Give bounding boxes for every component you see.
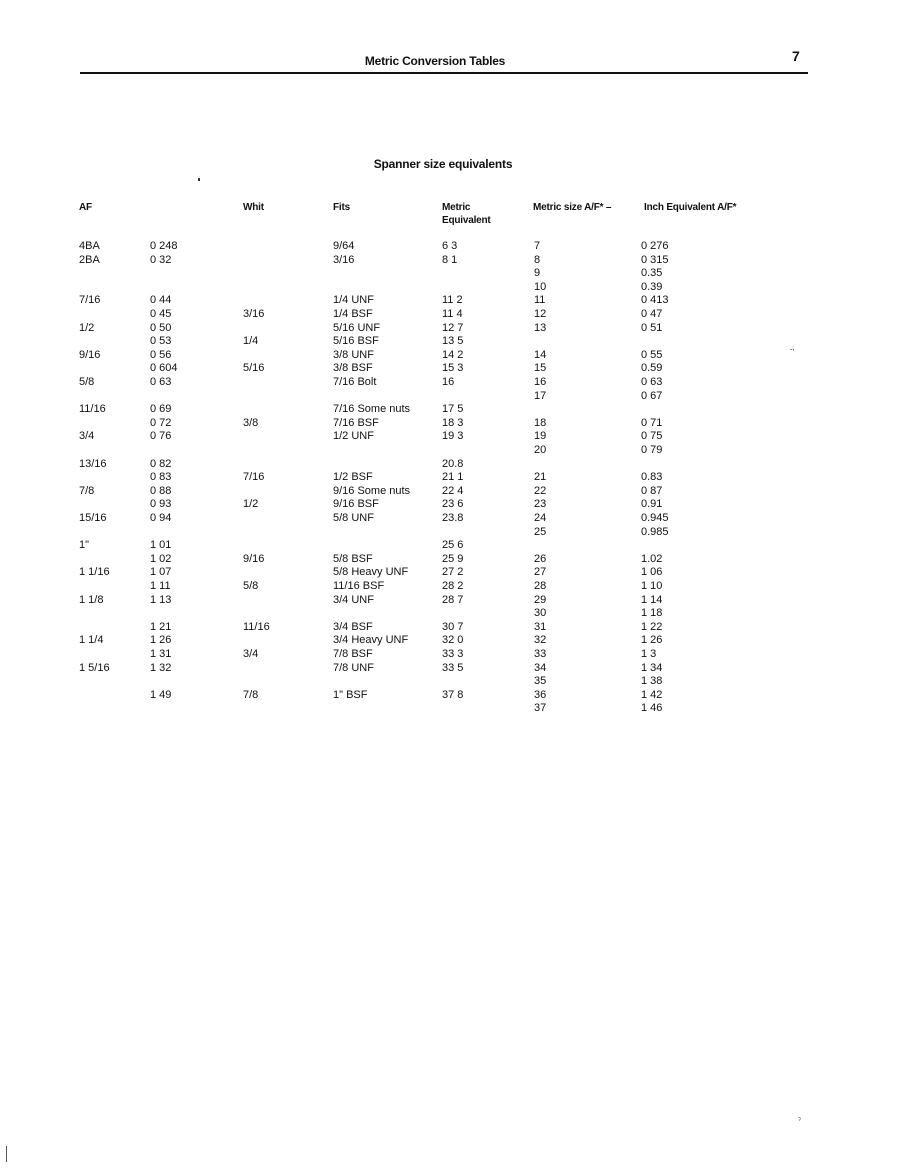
cell-metric-equivalent: 33 5	[442, 661, 464, 674]
cell-inch-equivalent: 1 46	[641, 702, 663, 715]
cell-fits: 7/8 UNF	[333, 661, 374, 674]
cell-fits: 3/4 BSF	[333, 620, 373, 633]
table-row	[0, 335, 907, 349]
cell-metric-equivalent: 18 3	[442, 416, 464, 429]
cell-metric-size: 35	[534, 675, 547, 688]
cell-metric-size: 37	[534, 702, 547, 715]
cell-metric-size: 21	[534, 471, 547, 484]
cell-af: 9/16	[79, 348, 101, 361]
cell-inch-equivalent: 0.83	[641, 471, 663, 484]
table-row	[0, 702, 907, 716]
table-row	[0, 553, 907, 567]
col-header-af: AF	[79, 202, 92, 213]
cell-fits: 1/4 UNF	[333, 294, 374, 307]
cell-metric-size: 36	[534, 688, 547, 701]
cell-metric-size: 12	[534, 308, 547, 320]
cell-inch-equivalent: 0 47	[641, 308, 663, 320]
cell-metric-size: 33	[534, 648, 547, 660]
cell-metric-size: 31	[534, 620, 547, 633]
table-row	[0, 471, 907, 485]
cell-fits: 7/16 BSF	[333, 416, 379, 429]
cell-fits: 9/64	[333, 240, 355, 252]
cell-decimal: 0 94	[150, 512, 172, 524]
cell-inch-equivalent: 0.91	[641, 498, 663, 511]
cell-fits: 5/8 BSF	[333, 552, 373, 565]
table-row	[0, 294, 907, 308]
table-row	[0, 281, 907, 295]
cell-metric-equivalent: 37 8	[442, 688, 464, 701]
cell-metric-size: 15	[534, 362, 547, 375]
cell-metric-equivalent: 23.8	[442, 512, 464, 524]
cell-fits: 5/8 UNF	[333, 512, 374, 524]
col-header-metric-size: Metric size A/F* –	[533, 202, 612, 213]
stray-bottom-mark: ˀ	[798, 1116, 801, 1125]
cell-af: 7/8	[79, 484, 95, 497]
table-row	[0, 362, 907, 376]
cell-fits: 7/16 Bolt	[333, 376, 377, 388]
cell-metric-equivalent: 20.8	[442, 457, 464, 470]
cell-whit: 3/4	[243, 648, 259, 660]
cell-metric-size: 29	[534, 593, 547, 606]
cell-metric-equivalent: 33 3	[442, 648, 464, 660]
cell-metric-size: 11	[534, 294, 546, 307]
cell-fits: 5/16 UNF	[333, 321, 381, 334]
col-header-fits: Fits	[333, 202, 350, 213]
cell-inch-equivalent: 0 413	[641, 294, 669, 307]
cell-af: 1 1/4	[79, 634, 104, 647]
cell-metric-equivalent: 21 1	[442, 471, 464, 484]
table-row	[0, 485, 907, 499]
cell-fits: 5/8 Heavy UNF	[333, 566, 409, 579]
table-row	[0, 498, 907, 512]
cell-metric-equivalent: 16	[442, 376, 455, 388]
cell-af: 15/16	[79, 512, 107, 524]
cell-metric-size: 26	[534, 552, 547, 565]
cell-decimal: 0 93	[150, 498, 172, 511]
table-row	[0, 607, 907, 621]
cell-fits: 3/4 UNF	[333, 593, 374, 606]
cell-inch-equivalent: 0 315	[641, 253, 669, 266]
page-number: 7	[792, 48, 800, 64]
header-rule	[80, 72, 808, 74]
cell-metric-equivalent: 25 9	[442, 552, 464, 565]
cell-inch-equivalent: 0 87	[641, 484, 663, 497]
cell-metric-size: 17	[534, 389, 547, 402]
cell-inch-equivalent: 1 26	[641, 634, 663, 647]
stray-ink-mark: ˇ’	[790, 348, 795, 357]
cell-decimal: 0 32	[150, 253, 172, 266]
cell-fits: 3/16	[333, 253, 355, 266]
cell-af: 13/16	[79, 457, 107, 470]
cell-af: 1 1/8	[79, 593, 104, 606]
cell-decimal: 0 76	[150, 430, 172, 443]
cell-af: 3/4	[79, 430, 95, 443]
cell-inch-equivalent: 1 42	[641, 688, 663, 701]
cell-metric-size: 30	[534, 607, 547, 620]
cell-metric-equivalent: 27 2	[442, 566, 464, 579]
table-row	[0, 689, 907, 703]
cell-inch-equivalent: 1 18	[641, 607, 663, 620]
table-row	[0, 390, 907, 404]
table-row	[0, 349, 907, 363]
cell-inch-equivalent: 0 51	[641, 321, 663, 334]
cell-fits: 3/8 BSF	[333, 362, 373, 375]
cell-decimal: 1 01	[150, 539, 172, 552]
cell-metric-equivalent: 11 2	[442, 294, 463, 307]
cell-metric-size: 8	[534, 253, 541, 266]
cell-fits: 5/16 BSF	[333, 335, 379, 348]
cell-metric-equivalent: 25 6	[442, 539, 464, 552]
cell-metric-size: 7	[534, 240, 541, 252]
cell-metric-size: 27	[534, 566, 547, 579]
cell-fits: 9/16 BSF	[333, 498, 379, 511]
cell-metric-equivalent: 13 5	[442, 335, 464, 348]
cell-decimal: 0 50	[150, 321, 172, 334]
table-row	[0, 566, 907, 580]
cell-inch-equivalent: 1 3	[641, 648, 657, 660]
cell-decimal: 0 53	[150, 335, 172, 348]
cell-inch-equivalent: 0.945	[641, 512, 669, 524]
cell-metric-equivalent: 32 0	[442, 634, 464, 647]
cell-inch-equivalent: 1 14	[641, 593, 663, 606]
cell-decimal: 1 21	[150, 620, 172, 633]
table-row	[0, 539, 907, 553]
cell-inch-equivalent: 1 06	[641, 566, 663, 579]
cell-inch-equivalent: 0 67	[641, 389, 663, 402]
cell-metric-size: 24	[534, 512, 547, 524]
cell-fits: 1/2 UNF	[333, 430, 374, 443]
cell-fits: 3/4 Heavy UNF	[333, 634, 409, 647]
cell-fits: 1/4 BSF	[333, 308, 373, 320]
cell-metric-equivalent: 19 3	[442, 430, 464, 443]
table-row	[0, 308, 907, 322]
cell-decimal: 1 31	[150, 648, 172, 660]
cell-whit: 3/16	[243, 308, 265, 320]
cell-fits: 1/2 BSF	[333, 471, 373, 484]
cell-metric-size: 9	[534, 267, 541, 280]
cell-metric-equivalent: 23 6	[442, 498, 464, 511]
cell-metric-size: 16	[534, 376, 547, 388]
cell-af: 5/8	[79, 376, 95, 388]
cell-af: 4BA	[79, 240, 100, 252]
table-row	[0, 675, 907, 689]
cell-metric-size: 23	[534, 498, 547, 511]
cell-metric-size: 18	[534, 416, 547, 429]
cell-decimal: 0 248	[150, 240, 178, 252]
cell-af: 1 5/16	[79, 661, 110, 674]
cell-decimal: 0 83	[150, 471, 172, 484]
cell-decimal: 1 07	[150, 566, 172, 579]
cell-metric-equivalent: 6 3	[442, 240, 458, 252]
col-header-whit: Whit	[243, 202, 264, 213]
cell-decimal: 0 88	[150, 484, 172, 497]
cell-inch-equivalent: 0.39	[641, 280, 663, 293]
cell-metric-size: 32	[534, 634, 547, 647]
cell-metric-size: 28	[534, 580, 547, 592]
cell-inch-equivalent: 0 75	[641, 430, 663, 443]
cell-fits: 3/8 UNF	[333, 348, 374, 361]
cell-metric-size: 13	[534, 321, 547, 334]
table-row	[0, 512, 907, 526]
cell-whit: 9/16	[243, 552, 265, 565]
cell-inch-equivalent: 0 63	[641, 376, 663, 388]
table-row	[0, 444, 907, 458]
cell-metric-size: 22	[534, 484, 547, 497]
table-row	[0, 267, 907, 281]
cell-whit: 1/4	[243, 335, 259, 348]
cell-decimal: 1 13	[150, 593, 172, 606]
cell-whit: 5/8	[243, 580, 259, 592]
table-row	[0, 322, 907, 336]
cell-decimal: 1 02	[150, 552, 172, 565]
cell-fits: 9/16 Some nuts	[333, 484, 411, 497]
table-row	[0, 580, 907, 594]
cell-metric-size: 14	[534, 348, 547, 361]
cell-inch-equivalent: 1 10	[641, 580, 663, 592]
cell-whit: 1/2	[243, 498, 259, 511]
col-header-inch-equivalent: Inch Equivalent A/F*	[644, 202, 737, 213]
table-title: Spanner size equivalents	[373, 157, 513, 171]
cell-af: 1/2	[79, 321, 95, 334]
cell-decimal: 0 56	[150, 348, 172, 361]
cell-decimal: 0 72	[150, 416, 172, 429]
left-edge-mark	[6, 1146, 7, 1162]
cell-af: 11/16	[79, 403, 106, 416]
cell-inch-equivalent: 0.59	[641, 362, 663, 375]
cell-decimal: 0 44	[150, 294, 172, 307]
table-row	[0, 594, 907, 608]
cell-decimal: 0 45	[150, 308, 172, 320]
cell-inch-equivalent: 1 22	[641, 620, 663, 633]
table-row	[0, 458, 907, 472]
cell-decimal: 1 32	[150, 661, 172, 674]
cell-decimal: 0 69	[150, 403, 172, 416]
cell-inch-equivalent: 0 71	[641, 416, 663, 429]
cell-metric-equivalent: 12 7	[442, 321, 464, 334]
cell-inch-equivalent: 1 38	[641, 675, 663, 688]
cell-inch-equivalent: 0 55	[641, 348, 663, 361]
table-row	[0, 648, 907, 662]
table-row	[0, 634, 907, 648]
cell-decimal: 0 82	[150, 457, 172, 470]
cell-metric-size: 34	[534, 661, 547, 674]
cell-af: 7/16	[79, 294, 101, 307]
cell-af: 1"	[79, 539, 90, 552]
cell-metric-size: 25	[534, 525, 547, 538]
cell-metric-equivalent: 14 2	[442, 348, 464, 361]
table-row	[0, 240, 907, 254]
table-row	[0, 430, 907, 444]
cell-fits: 11/16 BSF	[333, 580, 385, 592]
cell-metric-equivalent: 15 3	[442, 362, 464, 375]
cell-whit: 11/16	[243, 620, 270, 633]
cell-fits: 7/8 BSF	[333, 648, 373, 660]
cell-whit: 5/16	[243, 362, 265, 375]
cell-whit: 7/8	[243, 688, 259, 701]
cell-whit: 3/8	[243, 416, 259, 429]
col-header-metric-equivalent: Metric Equivalent	[442, 202, 491, 226]
cell-metric-equivalent: 17 5	[442, 403, 464, 416]
cell-metric-equivalent: 8 1	[442, 253, 458, 266]
cell-metric-equivalent: 22 4	[442, 484, 464, 497]
cell-fits: 7/16 Some nuts	[333, 403, 411, 416]
cell-metric-size: 19	[534, 430, 547, 443]
page-header-title: Metric Conversion Tables	[364, 54, 506, 68]
cell-whit: 7/16	[243, 471, 265, 484]
cell-metric-equivalent: 28 2	[442, 580, 464, 592]
cell-inch-equivalent: 1.02	[641, 552, 663, 565]
stray-dot-mark	[198, 178, 200, 181]
cell-inch-equivalent: 1 34	[641, 661, 663, 674]
cell-decimal: 0 63	[150, 376, 172, 388]
cell-metric-equivalent: 28 7	[442, 593, 464, 606]
cell-fits: 1" BSF	[333, 688, 368, 701]
table-row	[0, 662, 907, 676]
cell-metric-equivalent: 11 4	[442, 308, 463, 320]
table-row	[0, 403, 907, 417]
table-row	[0, 254, 907, 268]
cell-metric-equivalent: 30 7	[442, 620, 464, 633]
cell-inch-equivalent: 0 276	[641, 240, 669, 252]
cell-decimal: 1 49	[150, 688, 172, 701]
table-row	[0, 526, 907, 540]
cell-decimal: 1 11	[150, 580, 171, 592]
cell-decimal: 1 26	[150, 634, 172, 647]
table-row	[0, 621, 907, 635]
cell-inch-equivalent: 0.985	[641, 525, 669, 538]
cell-decimal: 0 604	[150, 362, 178, 375]
cell-metric-size: 10	[534, 280, 547, 293]
cell-inch-equivalent: 0 79	[641, 444, 663, 456]
cell-metric-size: 20	[534, 444, 547, 456]
cell-inch-equivalent: 0.35	[641, 267, 663, 280]
cell-af: 2BA	[79, 253, 100, 266]
cell-af: 1 1/16	[79, 566, 110, 579]
table-row	[0, 417, 907, 431]
table-row	[0, 376, 907, 390]
